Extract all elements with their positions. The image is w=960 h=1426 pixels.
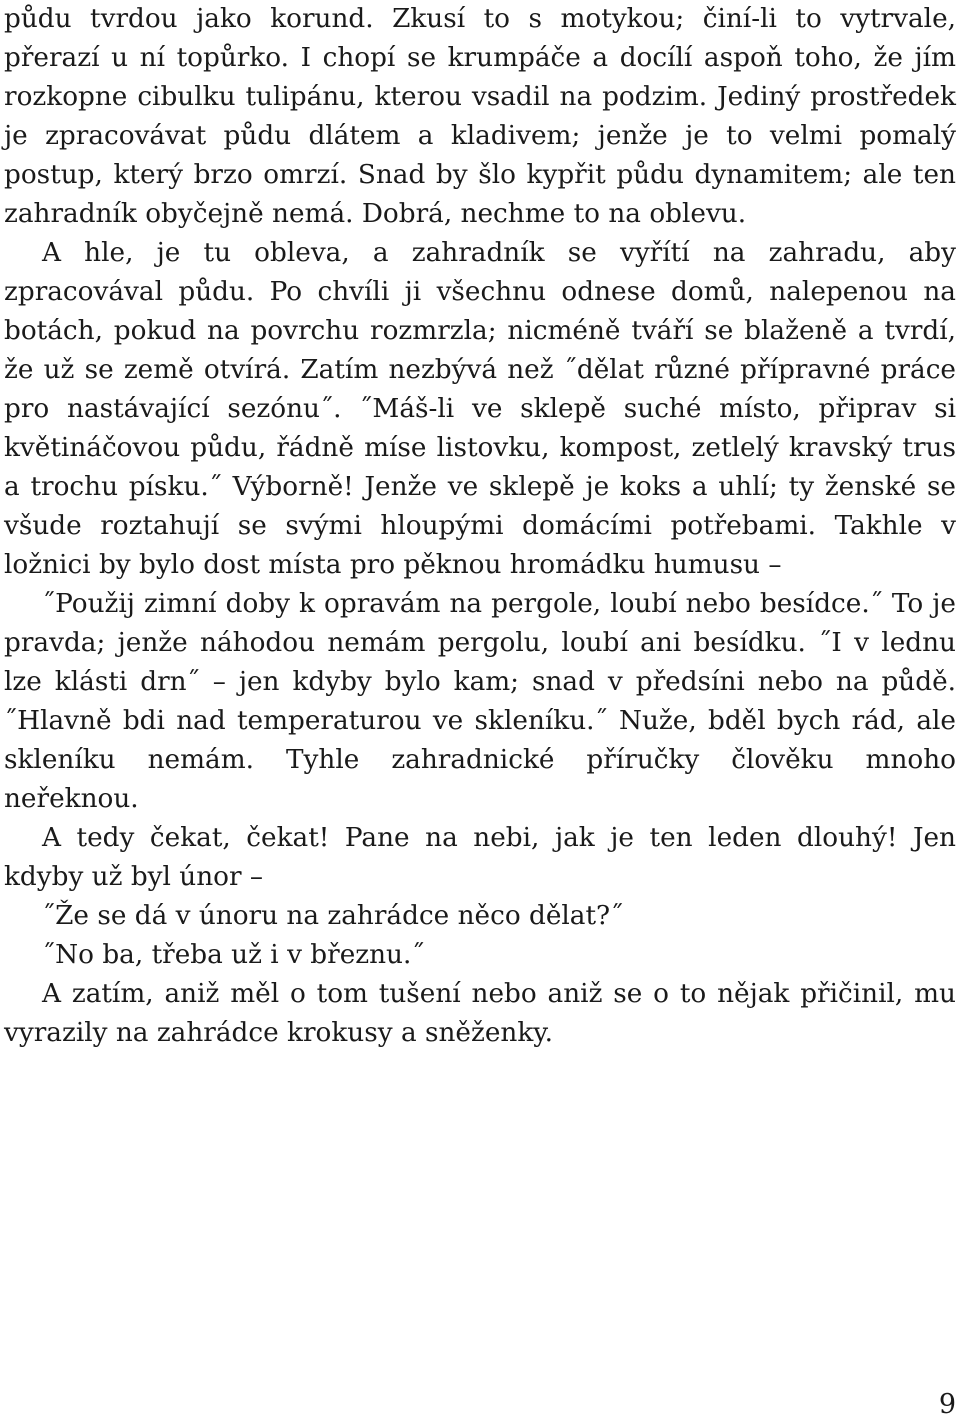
paragraph-6: ˝No ba, třeba už i v březnu.˝: [42, 940, 425, 970]
paragraph-7: A zatím, aniž měl o tom tušení nebo aniž se o to nějak přičinil, mu vyrazily na zahrádce krokusy a sněženky.: [4, 979, 956, 1048]
paragraph-5: ˝Že se dá v únoru na zahrádce něco dělat?˝: [42, 901, 624, 931]
paragraph-1: půdu tvrdou jako korund. Zkusí to s motykou; činí-li to vytrvale, přerazí u ní topůrko. I chopí se krumpáče a docílí aspoň toho, že jím rozkopne cibulku tulipánu, kterou vsadil na podzim. Jediný prostředek je zpracovávat půdu dlátem a kladivem; jenže je to velmi pomalý postup, který brzo omrzí. Snad by šlo kypřit půdu dynamitem; ale ten zahradník obyčejně nemá. Dobrá, nechme to na oblevu.: [4, 4, 956, 229]
paragraph-4: A tedy čekat, čekat! Pane na nebi, jak je ten leden dlouhý! Jen kdyby už byl únor –: [4, 823, 956, 892]
paragraph-2: A hle, je tu obleva, a zahradník se vyřítí na zahradu, aby zpracovával půdu. Po chvíli ji všechnu odnese domů, nalepenou na botách, pokud na povrchu rozmrzla; nicméně tváří se blaženě a tvrdí, že už se země otvírá. Zatím nezbývá než ˝dělat různé přípravné práce pro nastávající sezónu˝. ˝Máš-li ve sklepě suché místo, připrav si květináčovou půdu, řádně míse listovku, kompost, zetlelý kravský trus a trochu písku.˝ Výborně! Jenže ve sklepě je koks a uhlí; ty ženské se všude roztahují se svými hloupými domácími potřebami. Takhle v ložnici by bylo dost místa pro pěknou hromádku humusu –: [4, 238, 956, 580]
page-body: [4, 0, 956, 1053]
page-number: 9: [938, 1389, 956, 1420]
paragraph-3: ˝Použij zimní doby k opravám na pergole, loubí nebo besídce.˝ To je pravda; jenže náhodou nemám pergolu, loubí ani besídku. ˝I v lednu lze klásti drn˝ – jen kdyby bylo kam; snad v předsíni nebo na půdě. ˝Hlavně bdi nad temperaturou ve skleníku.˝ Nuže, bděl bych rád, ale skleníku nemám. Tyhle zahradnické příručky člověku mnoho neřeknou.: [4, 589, 956, 814]
